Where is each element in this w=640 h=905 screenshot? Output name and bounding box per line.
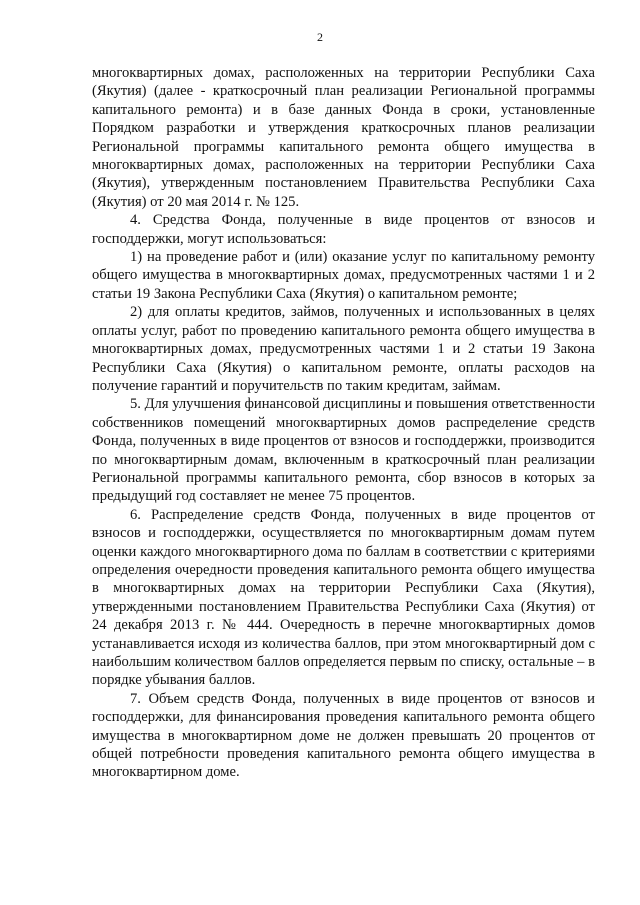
paragraph-subitem-1: 1) на проведение работ и (или) оказание услуг по капитальному ремонту общего имущества в многоквартирных домах, предусмотренных частями 1 и 2 статьи 19 Закона Республики Саха (Якутия) о капитальном ремонте; — [92, 249, 595, 302]
page-number: 2 — [317, 30, 323, 44]
paragraph-item-7: 7. Объем средств Фонда, полученных в виде процентов от взносов и господдержки, для финансирования проведения капитального ремонта общего имущества в многоквартирном доме не должен превышать 20 процентов от общей потребности проведения капитального ремонта общего имущества в многоквартирном доме. — [92, 690, 595, 781]
paragraph-item-4: 4. Средства Фонда, полученные в виде процентов от взносов и господдержки, могут использоваться: — [92, 212, 595, 247]
paragraph-item-6: 6. Распределение средств Фонда, полученных в виде процентов от взносов и господдержки, осуществляется по многоквартирным домам путем оценки каждого многоквартирного дома по баллам в соответствии с критериями определения очередности проведения капитального ремонта общего имущества в многоквартирных домах на территории Республики Саха (Якутия), утвержденными постановлением Правительства Республики Саха (Якутия) от 24 декабря 2013 г. № 444. Очередность в перечне многоквартирных домов устанавливается исходя из количества баллов, при этом многоквартирный дом с наибольшим количеством баллов определяется первым по списку, остальные – в порядке убывания баллов. — [92, 506, 595, 689]
paragraph-continuation: многоквартирных домах, расположенных на территории Республики Саха (Якутия) (далее - краткосрочный план реализации Региональной программы капитального ремонта) и в базе данных Фонда в сроки, установленные Порядком разработки и утверждения краткосрочных планов реализации Региональной программы капитального ремонта общего имущества в многоквартирных домах, расположенных на территории Республики Саха (Якутия), утвержденным постановлением Правительства Республики Саха (Якутия) от 20 мая 2014 г. № 125. — [92, 65, 595, 210]
paragraph-subitem-2: 2) для оплаты кредитов, займов, полученных и использованных в целях оплаты услуг, работ по проведению капитального ремонта общего имущества в многоквартирных домах, предусмотренных частями 1 и 2 статьи 19 Закона Республики Саха (Якутия) о капитальном ремонте, оплаты расходов на получение гарантий и поручительств по таким кредитам, займам. — [92, 304, 595, 394]
paragraph-item-5: 5. Для улучшения финансовой дисциплины и повышения ответственности собственников помещений многоквартирных домов распределение средств Фонда, полученных в виде процентов от взносов и господдержки, производится по многоквартирным домам, включенным в краткосрочный план реализации Региональной программы капитального ремонта, сбор взносов в которых за предыдущий год составляет не менее 75 процентов. — [92, 396, 596, 505]
document-body — [92, 64, 595, 782]
